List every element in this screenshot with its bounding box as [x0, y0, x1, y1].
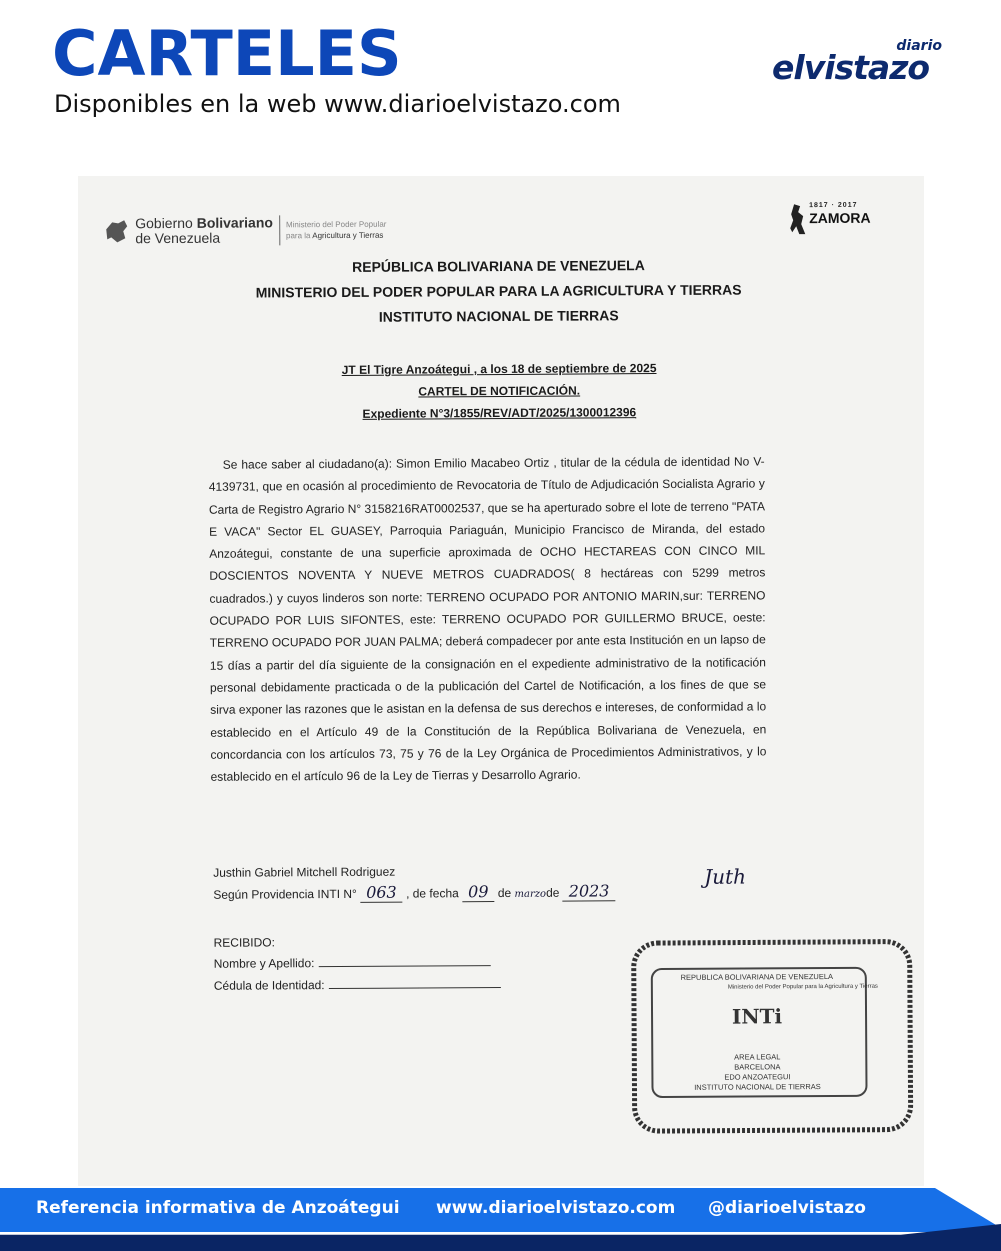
stamp-border-icon — [628, 933, 919, 1140]
heading-ministerio: MINISTERIO DEL PODER POPULAR PARA LA AGRICULTURA Y TIERRAS — [255, 281, 742, 301]
ministry-text-2b: Agricultura y Tierras — [312, 230, 384, 241]
providencia-number: 063 — [360, 883, 403, 903]
heading-instituto: INSTITUTO NACIONAL DE TIERRAS — [378, 307, 619, 325]
nombre-blank — [318, 956, 490, 967]
footer-handle-link[interactable]: @diarioelvistazo — [708, 1198, 866, 1218]
signer-name: Justhin Gabriel Mitchell Rodriguez — [213, 864, 396, 880]
stamp-line-6: INSTITUTO NACIONAL DE TIERRAS — [694, 1082, 821, 1092]
recibido-label: RECIBIDO: — [213, 935, 275, 950]
document-photo — [78, 176, 924, 1186]
government-logo — [103, 215, 386, 247]
handwritten-signature: Juth — [704, 864, 747, 889]
cartel-title: CARTEL DE NOTIFICACIÓN. — [418, 383, 581, 399]
nombre-label: Nombre y Apellido: — [213, 956, 315, 971]
stamp-line-5: EDO ANZOATEGUI — [724, 1072, 791, 1082]
elvistazo-logo[interactable] — [772, 38, 952, 88]
de-label-2: de — [546, 885, 560, 900]
zamora-name: ZAMORA — [809, 209, 871, 227]
fecha-year: 2023 — [563, 881, 616, 901]
stamp-inti-logo: INTi — [731, 1004, 783, 1029]
fecha-month: marzo — [514, 888, 547, 900]
cedula-blank — [329, 978, 501, 989]
logo-diario-text: diario — [896, 38, 942, 54]
ministry-text-2a: para la — [285, 231, 313, 241]
footer-reference: Referencia informativa de Anzoátegui — [36, 1198, 400, 1218]
expediente-number: Expediente N°3/1855/REV/ADT/2025/1300012396 — [362, 405, 637, 421]
logo-divider — [279, 215, 280, 245]
ministry-text-1: Ministerio del Poder Popular — [285, 219, 387, 230]
nombre-line — [214, 955, 491, 971]
logo-main-text: elvistazo — [772, 48, 930, 87]
place-date: JT El Tigre Anzoátegui , a los 18 de septiembre de 2025 — [341, 361, 657, 377]
banner-subtitle: Disponibles en la web www.diarioelvistazo.com — [54, 90, 621, 118]
venezuela-map-icon — [103, 217, 129, 245]
zamora-years: 1817 · 2017 — [809, 201, 858, 210]
fecha-label: , de fecha — [406, 886, 459, 901]
gov-text-2: de Venezuela — [135, 229, 221, 247]
gov-text-1b: Bolivariano — [196, 214, 273, 231]
banner-title: CARTELES — [52, 17, 402, 90]
footer-website-link[interactable]: www.diarioelvistazo.com — [436, 1198, 676, 1218]
zamora-horseman-icon — [789, 202, 807, 236]
fecha-day: 09 — [462, 882, 494, 902]
cedula-label: Cédula de Identidad: — [213, 978, 325, 993]
stamp-line-2: Ministerio del Poder Popular para la Agricultura y Tierras — [727, 983, 878, 991]
stamp-line-3: AREA LEGAL — [734, 1052, 781, 1062]
providencia-label: Según Providencia INTI N° — [213, 886, 357, 902]
heading-republica: REPÚBLICA BOLIVARIANA DE VENEZUELA — [352, 257, 645, 275]
stamp-line-4: BARCELONA — [734, 1062, 781, 1072]
zamora-logo — [789, 200, 871, 240]
providencia-line — [213, 881, 615, 902]
de-label: de — [497, 885, 512, 901]
stamp-line-1: REPUBLICA BOLIVARIANA DE VENEZUELA — [680, 971, 834, 982]
footer-bar — [0, 1188, 1001, 1251]
cedula-line — [214, 977, 501, 993]
notification-body: Se hace saber al ciudadano(a): Simon Emilio Macabeo Ortiz , titular de la cédula de identidad No V- 4139731, que en ocasión al procedimiento de Revocatoria de Título de Adjudicación Socialista Agrario y Carta de Registro Agrario N° 3158216RAT0002537, que se ha aperturado sobre el lote de terreno "PATA E VACA" Sector EL GUASEY, Parroquia Pariaguán, Municipio Francisco de Miranda, del estado Anzoátegui, constante de una superficie aproximada de OCHO HECTAREAS CON CINCO MIL DOSCIENTOS NOVENTA Y NUEVE METROS CUADRADOS( 8 hectáreas con 5299 metros cuadrados.) y cuyos linderos son norte: TERRENO OCUPADO POR ANTONIO MARIN,sur: TERRENO OCUPADO POR LUIS SIFONTES, este: TERRENO OCUPADO POR GUILLERMO BRUCE, oeste: TERRENO OCUPADO POR JUAN PALMA; deberá compadecer por ante esta Institución en un lapso de 15 días a partir del día siguiente de la consignación en el expediente administrativo de la notificación personal debidamente practicada o de la publicación del Cartel de Notificación, a los fines de que se sirva exponer las razones que le asistan en la defensa de sus derechos e intereses, de conformidad a lo establecido en el Artículo 49 de la Constitución de la República Bolivariana de Venezuela, en concordancia con los artículos 73, 75 y 76 de la Ley Orgánica de Procedimientos Administrativos, y lo establecido en el artículo 96 de la Ley de Tierras y Desarrollo Agrario. — [208, 454, 767, 784]
gov-text-1a: Gobierno — [135, 214, 197, 232]
official-stamp — [628, 933, 919, 1140]
